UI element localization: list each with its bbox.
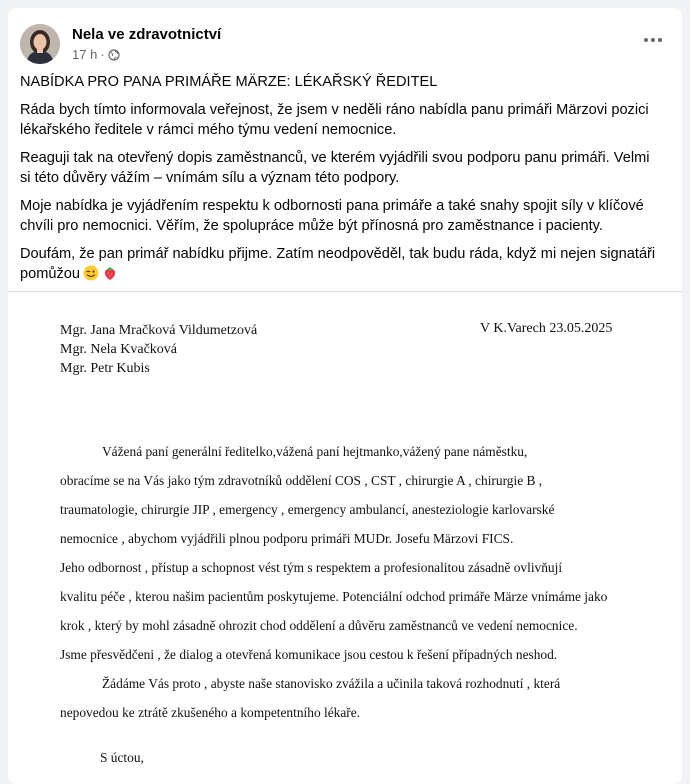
post-body — [20, 72, 670, 292]
letter-line: kvalitu péče , kterou našim pacientům poskytujeme. Potenciální odchod primáře Märze vnímáme jako — [60, 589, 608, 604]
more-options-icon[interactable] — [638, 28, 668, 52]
author-name[interactable]: Nela ve zdravotnictví — [72, 26, 222, 43]
signer-name: Mgr. Nela Kvačková — [60, 342, 178, 357]
letter-line: Jeho odbornost , přístup a schopnost vést tým s respektem a profesionalitou zásadně ovlivňují — [60, 560, 563, 575]
post-line: Ráda bych tímto informovala veřejnost, že jsem v neděli ráno nabídla panu primáři Märzovi pozici — [20, 102, 649, 118]
letter-line: traumatologie, chirurgie JIP , emergency , emergency ambulancí, anesteziologie karlovarské — [60, 502, 555, 517]
post-paragraph — [20, 196, 670, 236]
letter-line: Jsme přesvědčeni , že dialog a otevřená komunikace jsou cestou k řešení případných neshod. — [60, 647, 558, 662]
letter-line: nemocnice , abychom vyjádřili plnou podporu primáři MUDr. Josefu Märzovi FICS. — [60, 531, 514, 546]
post-paragraph — [20, 148, 670, 188]
letter-line: krok , který by mohl zásadně ohrozit chod oddělení a důvěru zaměstnanců ve vedení nemocnice. — [60, 618, 578, 633]
post-line: chvíli pro nemocnici. Věřím, že spolupráce může být přínosná pro zaměstnance i pacienty. — [20, 218, 603, 234]
letter-line: Žádáme Vás proto , abyste naše stanovisko zvážila a učinila taková rozhodnutí , která — [102, 676, 561, 691]
letter-signers — [60, 321, 257, 378]
letter-image[interactable] — [8, 292, 682, 784]
post-line: si této důvěry vážím – vnímám sílu a význam této podpory. — [20, 170, 400, 186]
letter-body — [60, 437, 607, 727]
post-line: Reaguji tak na otevřený dopis zaměstnanců, ve kterém vyjádřili svou podporu panu primáři. Velmi — [20, 150, 650, 166]
post-paragraph — [20, 244, 670, 284]
letter-line: obracíme se na Vás jako tým zdravotníků oddělení COS , CST , chirurgie A , chirurgie B , — [60, 473, 543, 488]
letter-line: nepovedou ke ztrátě zkušeného a kompetentního lékaře. — [60, 705, 361, 720]
strawberry-emoji-icon — [102, 265, 118, 281]
meta-separator: · — [100, 47, 105, 62]
globe-icon[interactable] — [108, 49, 120, 61]
post-line: Moje nabídka je vyjádřením respektu k odbornosti pana primáře a také snahy spojit síly v klíčové — [20, 198, 644, 214]
post-line: lékařského ředitele v rámci mého týmu vedení nemocnice. — [20, 122, 397, 138]
post-title: NABÍDKA PRO PANA PRIMÁŘE MÄRZE: LÉKAŘSKÝ ŘEDITEL — [20, 74, 438, 90]
post-meta — [72, 47, 120, 62]
post-time[interactable]: 17 h — [72, 47, 98, 62]
post-header — [20, 22, 670, 66]
letter-closing: S úctou, — [100, 750, 144, 765]
signer-name: Mgr. Petr Kubis — [60, 361, 150, 376]
wink-emoji-icon — [83, 265, 99, 281]
signer-name: Mgr. Jana Mračková Vildumetzová — [60, 323, 258, 338]
profile-photo — [20, 24, 60, 64]
post-line: Doufám, že pan primář nabídku přijme. Zatím neodpověděl, tak budu ráda, když mi nejen signatáři — [20, 246, 656, 262]
avatar[interactable] — [20, 24, 60, 64]
post-paragraph — [20, 100, 670, 140]
letter-line: Vážená paní generální ředitelko,vážená paní hejtmanko,vážený pane náměstku, — [102, 444, 528, 459]
post-line: pomůžou — [20, 266, 81, 282]
post-card — [8, 8, 682, 784]
letter-place-date: V K.Varech 23.05.2025 — [480, 321, 613, 336]
